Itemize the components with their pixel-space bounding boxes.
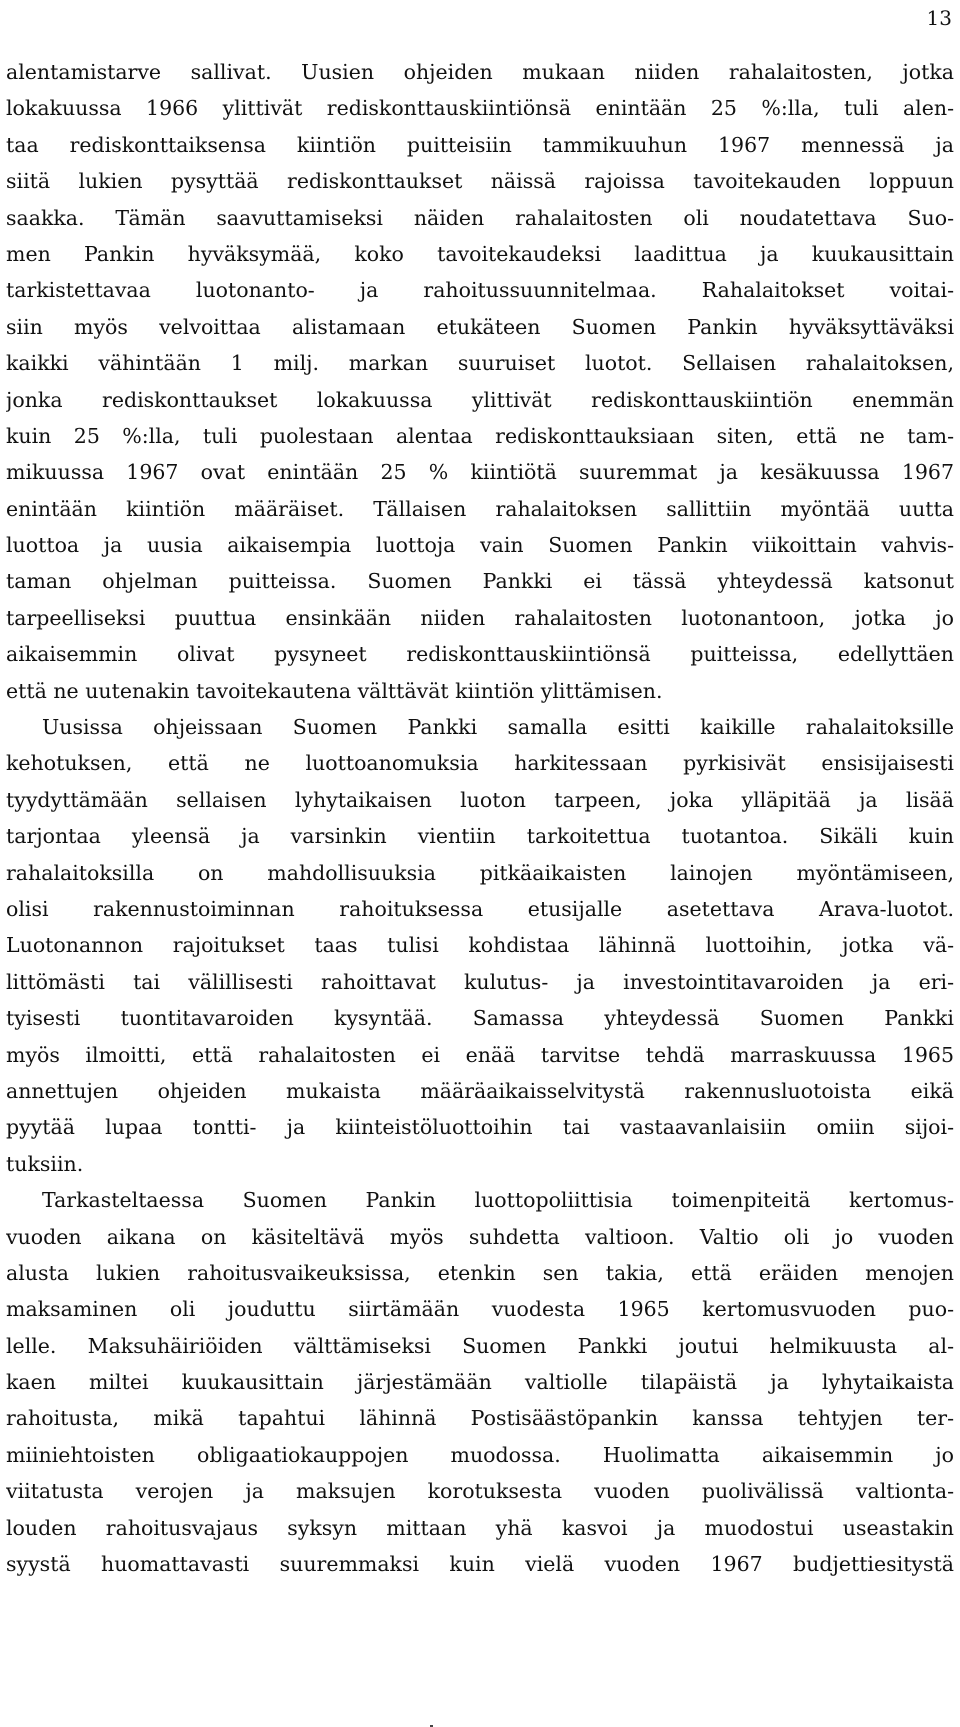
text-line: rahoitusta, mikä tapahtui lähinnä Postisäästöpankin kanssa tehtyjen ter- bbox=[6, 1406, 954, 1431]
text-line: enintään kiintiön määräiset. Tällaisen rahalaitoksen sallittiin myöntää uutta bbox=[6, 496, 954, 521]
text-line: pyytää lupaa tontti- ja kiinteistöluottoihin tai vastaavanlaisiin omiin sijoi- bbox=[6, 1115, 954, 1140]
text-line: siitä lukien pysyttää rediskonttaukset näissä rajoissa tavoitekauden loppuun bbox=[6, 169, 954, 194]
text-line: louden rahoitusvajaus syksyn mittaan yhä kasvoi ja muodostui useastakin bbox=[6, 1515, 954, 1540]
paragraph-1 bbox=[6, 54, 954, 709]
text-line: vuoden aikana on käsiteltävä myös suhdetta valtioon. Valtio oli jo vuoden bbox=[6, 1224, 954, 1249]
text-line: littömästi tai välillisesti rahoittavat kulutus- ja investointitavaroiden ja eri- bbox=[6, 969, 954, 994]
text-line: tyydyttämään sellaisen lyhytaikaisen luoton tarpeen, joka ylläpitää ja lisää bbox=[6, 787, 954, 812]
text-line: kuin 25 %:lla, tuli puolestaan alentaa rediskonttauksiaan siten, että ne tam- bbox=[6, 423, 954, 448]
text-line: luottoa ja uusia aikaisempia luottoja vain Suomen Pankin viikoittain vahvis- bbox=[6, 533, 954, 558]
body-text bbox=[6, 54, 954, 1582]
text-line: tarpeelliseksi puuttua ensinkään niiden rahalaitosten luotonantoon, jotka jo bbox=[6, 605, 954, 630]
text-line: tarjontaa yleensä ja varsinkin vientiin tarkoitettua tuotantoa. Sikäli kuin bbox=[6, 824, 954, 849]
text-line: siin myös velvoittaa alistamaan etukäteen Suomen Pankin hyväksyttäväksi bbox=[6, 314, 954, 339]
text-line: kaen miltei kuukausittain järjestämään valtiolle tilapäistä ja lyhytaikaista bbox=[6, 1370, 954, 1395]
text-line: että ne uutenakin tavoitekautena välttävät kiintiön ylittämisen. bbox=[6, 678, 663, 703]
text-line: myös ilmoitti, että rahalaitosten ei enää tarvitse tehdä marraskuussa 1965 bbox=[6, 1042, 954, 1067]
text-line: rahalaitoksilla on mahdollisuuksia pitkäaikaisten lainojen myöntämiseen, bbox=[6, 860, 954, 885]
text-line: aikaisemmin olivat pysyneet rediskonttauskiintiönsä puitteissa, edellyttäen bbox=[6, 642, 954, 667]
text-line: mikuussa 1967 ovat enintään 25 % kiintiötä suuremmat ja kesäkuussa 1967 bbox=[6, 460, 954, 485]
text-line: jonka rediskonttaukset lokakuussa ylittivät rediskonttauskiintiön enemmän bbox=[6, 387, 954, 412]
paragraph-3 bbox=[6, 1182, 954, 1582]
text-line: Luotonannon rajoitukset taas tulisi kohdistaa lähinnä luottoihin, jotka vä- bbox=[6, 933, 954, 958]
text-line: taa rediskonttaiksensa kiintiön puitteisiin tammikuuhun 1967 mennessä ja bbox=[6, 132, 954, 157]
text-line: syystä huomattavasti suuremmaksi kuin vielä vuoden 1967 budjettiesitystä bbox=[6, 1552, 954, 1577]
text-line: viitatusta verojen ja maksujen korotuksesta vuoden puolivälissä valtionta- bbox=[6, 1479, 954, 1504]
text-line: Uusissa ohjeissaan Suomen Pankki samalla esitti kaikille rahalaitoksille bbox=[42, 715, 954, 740]
text-line: maksaminen oli jouduttu siirtämään vuodesta 1965 kertomusvuoden puo- bbox=[6, 1297, 954, 1322]
text-line: olisi rakennustoiminnan rahoituksessa etusijalle asetettava Arava-luotot. bbox=[6, 896, 954, 921]
text-line: men Pankin hyväksymää, koko tavoitekaudeksi laadittua ja kuukausittain bbox=[6, 241, 954, 266]
text-line: lokakuussa 1966 ylittivät rediskonttauskiintiönsä enintään 25 %:lla, tuli alen- bbox=[6, 96, 954, 121]
text-line: alusta lukien rahoitusvaikeuksissa, etenkin sen takia, että eräiden menojen bbox=[6, 1260, 954, 1285]
text-line: tarkistettavaa luotonanto- ja rahoitussuunnitelmaa. Rahalaitokset voitai- bbox=[6, 278, 954, 303]
text-line: miiniehtoisten obligaatiokauppojen muodossa. Huolimatta aikaisemmin jo bbox=[6, 1442, 954, 1467]
paragraph-2 bbox=[6, 709, 954, 1182]
text-line: Tarkasteltaessa Suomen Pankin luottopoliittisia toimenpiteitä kertomus- bbox=[42, 1188, 954, 1213]
page-number: 13 bbox=[926, 6, 952, 30]
text-line: lelle. Maksuhäiriöiden välttämiseksi Suomen Pankki joutui helmikuusta al- bbox=[6, 1333, 954, 1358]
text-line: saakka. Tämän saavuttamiseksi näiden rahalaitosten oli noudatettava Suo- bbox=[6, 205, 954, 230]
text-line: kehotuksen, että ne luottoanomuksia harkitessaan pyrkisivät ensisijaisesti bbox=[6, 751, 954, 776]
text-line: taman ohjelman puitteissa. Suomen Pankki ei tässä yhteydessä katsonut bbox=[6, 569, 954, 594]
text-line: tyisesti tuontitavaroiden kysyntää. Samassa yhteydessä Suomen Pankki bbox=[6, 1006, 954, 1031]
text-line: annettujen ohjeiden mukaista määräaikaisselvitystä rakennusluotoista eikä bbox=[6, 1078, 954, 1103]
text-line: kaikki vähintään 1 milj. markan suuruiset luotot. Sellaisen rahalaitoksen, bbox=[6, 351, 954, 376]
text-line: alentamistarve sallivat. Uusien ohjeiden mukaan niiden rahalaitosten, jotka bbox=[6, 60, 954, 84]
text-line: tuksiin. bbox=[6, 1151, 84, 1176]
